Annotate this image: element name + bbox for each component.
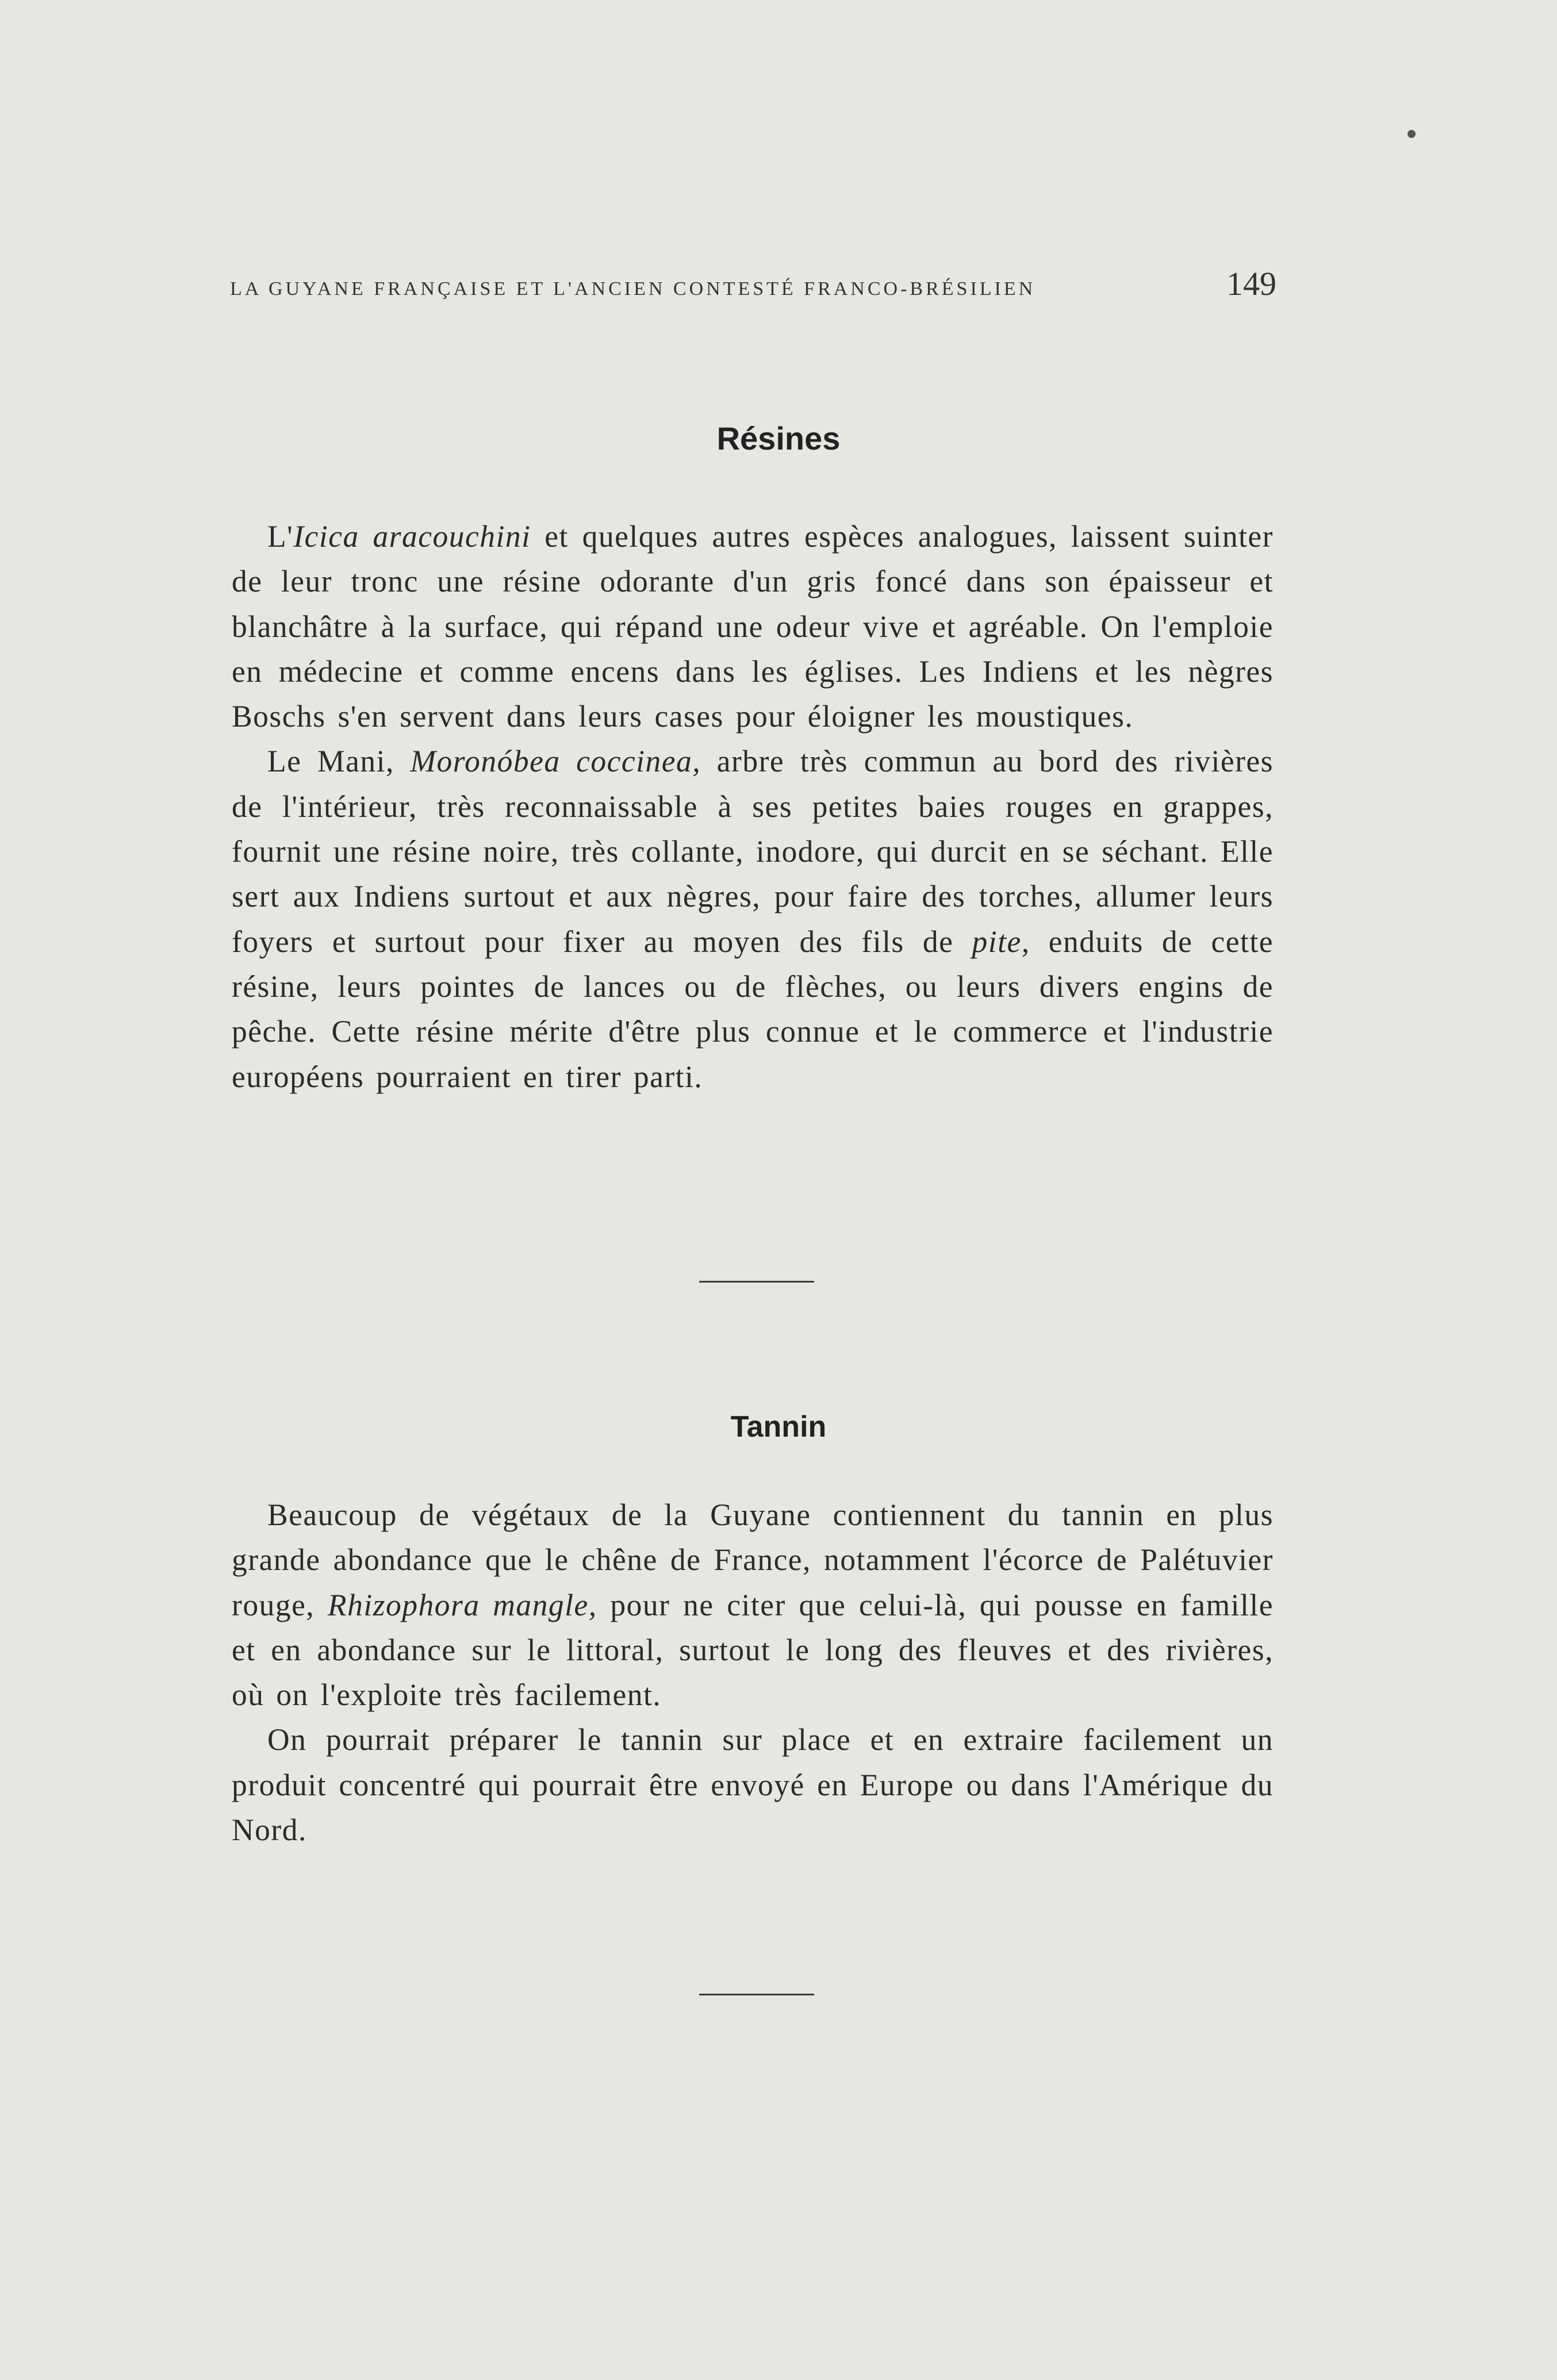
section-heading-resines: Résines [716, 420, 841, 456]
paragraph: L'Icica aracouchini et quelques autres espèces analogues, laissent suinter de leur tronc une résine odorante d'un gris foncé dans son épaisseur et blanchâtre à la surface, qui répand une odeur vive et agréable. On l'emploie en médecine et comme encens dans les églises. Les Indiens et les nègres Boschs s'en servent dans leurs cases pour éloigner les moustiques. [232, 519, 1274, 734]
species-name: Icica aracouchini [293, 519, 531, 554]
section-body-tannin [232, 1492, 1274, 1852]
paragraph: Le Mani, Moronóbea coccinea, arbre très commun au bord des rivières de l'intérieur, très reconnaissable à ses petites baies rouges en grappes, fournit une résine noire, très collante, inodore, qui durcit en se séchant. Elle sert aux Indiens surtout et aux nègres, pour faire des torches, allumer leurs foyers et surtout pour fixer au moyen des fils de pite, enduits de cette résine, leurs pointes de lances ou de flèches, ou leurs divers engins de pêche. Cette résine mérite d'être plus connue et le commerce et l'industrie européens pourraient en tirer parti. [232, 744, 1274, 1094]
section-divider [699, 1994, 814, 1995]
section-heading-tannin: Tannin [730, 1410, 827, 1444]
running-title: LA GUYANE FRANÇAISE ET L'ANCIEN CONTESTÉ FRANCO-BRÉSILIEN [230, 278, 1036, 300]
species-name: Rhizophora mangle, [327, 1587, 597, 1622]
paragraph: On pourrait préparer le tannin sur place et en extraire facilement un produit concentré qui pourrait être envoyé en Europe ou dans l'Amérique du Nord. [232, 1722, 1274, 1848]
species-name: Moronóbea coccinea, [410, 744, 701, 779]
ink-speck [1408, 130, 1416, 138]
running-head [230, 264, 1276, 302]
section-divider [699, 1281, 814, 1283]
term: pite, [972, 924, 1030, 959]
section-body-resines [232, 514, 1274, 1099]
paragraph: Beaucoup de végétaux de la Guyane contiennent du tannin en plus grande abondance que le chêne de France, notamment l'écorce de Palétuvier rouge, Rhizophora mangle, pour ne citer que celui-là, qui pousse en famille et en abondance sur le littoral, surtout le long des fleuves et des rivières, où on l'exploite très facilement. [232, 1498, 1274, 1713]
page-number: 149 [1226, 265, 1276, 302]
